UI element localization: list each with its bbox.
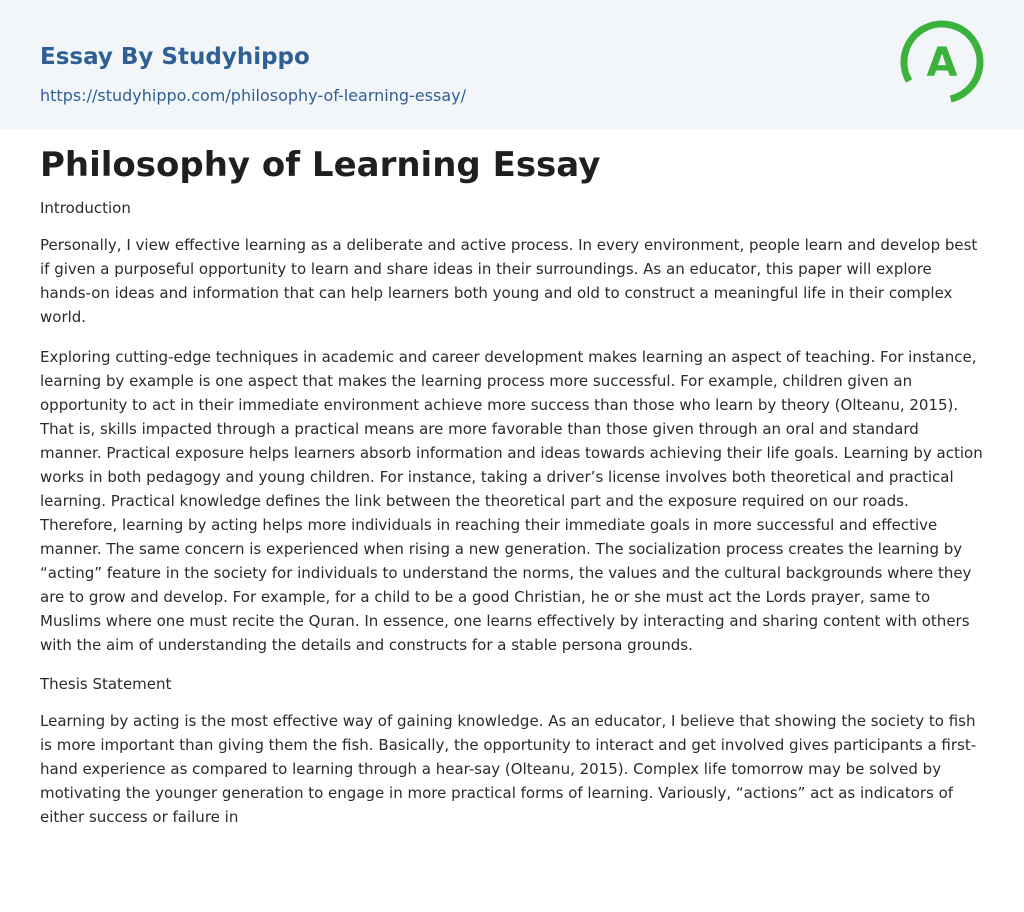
site-brand[interactable]: Essay By Studyhippo (40, 44, 310, 70)
paragraph-1: Personally, I view effective learning as a deliberate and active process. In every environment, people learn and develop best if given a purposeful opportunity to learn and share ideas in their surroundings. As an educator, this paper will explore hands-on ideas and information that can help learners both young and old to construct a meaningful life in their complex world. (40, 236, 978, 326)
paragraph-2: Exploring cutting-edge techniques in academic and career development makes learning an aspect of teaching. For instance, learning by example is one aspect that makes the learning process more successful. For example, children given an opportunity to act in their immediate environment achieve more success than those who learn by theory (Olteanu, 2015). That is, skills impacted through a practical means are more favorable than those given through an oral and standard manner. Practical exposure helps learners absorb information and ideas towards achieving their life goals. Learning by action works in both pedagogy and young children. For instance, taking a driver’s license involves both theoretical and practical learning. Practical knowledge defines the link between the theoretical part and the exposure required on our roads. Therefore, learning by acting helps more individuals in reaching their immediate goals in more successful and effective manner. The same concern is experienced when rising a new generation. The socialization process creates the learning by “acting” feature in the society for individuals to understand the norms, the values and the cultural backgrounds where they are to grow and develop. For example, for a child to be a good Christian, he or she must act the Lords prayer, same to Muslims where one must recite the Quran. In essence, one learns effectively by interacting and sharing content with others with the aim of understanding the details and constructs for a stable persona grounds. (40, 348, 983, 654)
section-heading-introduction: Introduction (40, 199, 131, 217)
site-header (0, 0, 1024, 129)
essay-url-link[interactable]: https://studyhippo.com/philosophy-of-learning-essay/ (40, 86, 466, 105)
article-body (0, 129, 1024, 829)
paragraph-3: Learning by acting is the most effective way of gaining knowledge. As an educator, I believe that showing the society to fish is more important than giving them the fish. Basically, the opportunity to interact and get involved gives participants a first-hand experience as compared to learning through a hear-say (Olteanu, 2015). Complex life tomorrow may be solved by motivating the younger generation to engage in more practical forms of learning. Variously, “actions” act as indicators of either success or failure in (40, 712, 977, 826)
page-title: Philosophy of Learning Essay (40, 145, 601, 185)
logo-letter: A (926, 40, 958, 86)
section-heading-thesis: Thesis Statement (40, 675, 172, 693)
studyhippo-logo-icon[interactable] (898, 18, 986, 106)
